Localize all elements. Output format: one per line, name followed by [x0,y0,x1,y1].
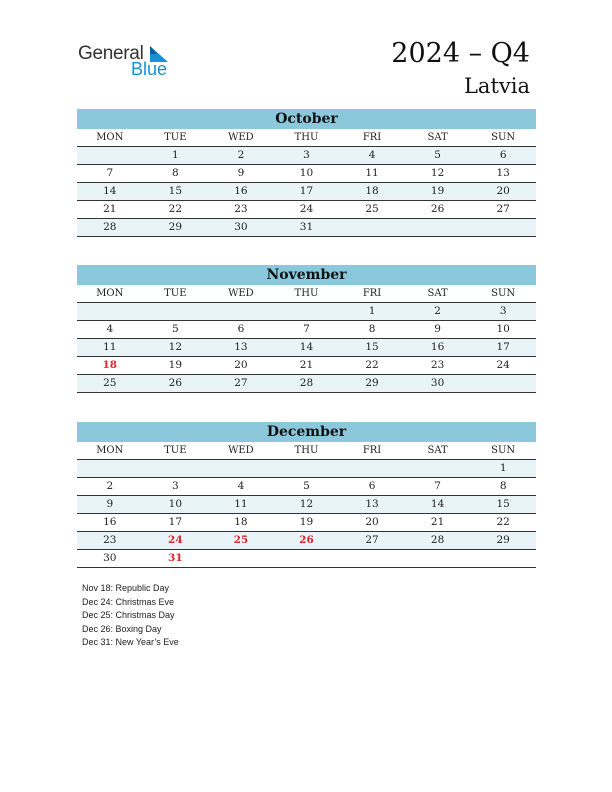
weekday-label: FRI [362,445,382,456]
day-cell: 4 [106,323,114,335]
week-row [77,321,536,339]
weekday-label: SAT [427,445,448,456]
day-cell: 5 [303,480,310,492]
weekday-label: THU [294,445,319,456]
week-row [77,183,536,201]
month-december [77,422,536,568]
week-row [77,550,536,568]
day-cell: 10 [299,167,314,179]
day-cell [77,303,143,320]
day-cell [405,219,471,236]
day-cell: 5 [172,323,179,335]
day-cell: 13 [365,498,379,510]
weekday-label: SUN [491,132,516,143]
weekday-label: MON [96,445,124,456]
day-cell: 12 [299,498,314,510]
month-header: December [77,422,536,442]
day-cell: 8 [368,323,376,335]
weekday-label: SUN [491,288,516,299]
day-cell: 23 [430,359,445,371]
holiday-notes [82,582,179,650]
day-cell: 3 [303,149,310,161]
day-cell: 8 [172,167,179,179]
day-cell: 29 [365,377,379,389]
month-header: October [77,109,536,129]
country-name: Latvia [463,74,530,98]
day-cell: 6 [237,323,245,335]
day-cell: 24 [496,359,510,371]
week-row [77,339,536,357]
day-cell [339,550,405,567]
day-cell: 20 [234,359,248,371]
holiday-day-cell: 31 [168,552,183,564]
day-cell [274,460,340,477]
day-cell: 28 [103,221,117,233]
day-cell: 21 [430,516,445,528]
day-cell: 28 [430,534,445,546]
day-cell: 21 [299,359,314,371]
day-cell [208,303,274,320]
day-cell: 12 [168,341,183,353]
week-row [77,514,536,532]
day-cell: 9 [106,498,114,510]
day-cell: 5 [434,149,441,161]
holiday-day-cell: 26 [299,534,314,546]
day-cell: 20 [365,516,379,528]
day-cell [208,550,274,567]
day-cell: 29 [168,221,183,233]
week-row [77,201,536,219]
day-cell [470,550,536,567]
day-cell: 14 [299,341,314,353]
day-cell: 30 [234,221,248,233]
day-cell: 9 [237,167,245,179]
day-cell: 16 [430,341,445,353]
weekday-label: WED [228,132,254,143]
day-cell: 11 [234,498,248,510]
day-cell: 12 [430,167,445,179]
day-cell: 4 [237,480,245,492]
day-cell: 28 [299,377,314,389]
day-cell: 25 [365,203,379,215]
day-cell: 2 [106,480,114,492]
day-cell: 24 [299,203,314,215]
weekday-label: TUE [164,132,187,143]
day-cell: 1 [499,462,507,474]
day-cell [274,550,340,567]
holiday-day-cell: 25 [233,534,249,546]
day-cell: 22 [168,203,183,215]
weekday-label: THU [294,132,319,143]
day-cell [143,303,209,320]
day-cell: 29 [496,534,510,546]
logo-blue-text: Blue [131,59,168,79]
day-cell [143,460,209,477]
day-cell: 14 [103,185,117,197]
day-cell: 19 [430,185,445,197]
day-cell: 16 [234,185,248,197]
day-cell [274,303,340,320]
weekday-label: MON [96,288,124,299]
holiday-day-cell: 18 [102,359,118,371]
holiday-day-cell: 24 [168,534,183,546]
weekday-label: THU [294,288,319,299]
day-cell: 27 [496,203,510,215]
month-november [77,265,536,393]
month-october [77,109,536,237]
day-cell: 13 [496,167,510,179]
day-cell: 26 [430,203,445,215]
day-cell: 20 [496,185,510,197]
day-cell: 11 [103,341,117,353]
day-cell: 9 [434,323,441,335]
weekday-label: SAT [427,288,448,299]
day-cell: 7 [303,323,310,335]
weekday-label: SAT [427,132,448,143]
weekday-label: FRI [362,132,382,143]
holiday-note: Dec 25: Christmas Day [82,610,175,620]
weekday-label: FRI [362,288,382,299]
day-cell: 18 [234,516,248,528]
day-cell [405,460,471,477]
day-cell: 7 [434,480,441,492]
day-cell [339,219,405,236]
day-cell: 8 [499,480,507,492]
day-cell: 1 [368,305,376,317]
week-row [77,147,536,165]
week-row [77,375,536,393]
weekday-header-row [77,442,536,460]
day-cell: 7 [106,167,114,179]
day-cell: 23 [234,203,248,215]
day-cell: 30 [430,377,445,389]
day-cell: 25 [103,377,117,389]
day-cell: 13 [234,341,248,353]
day-cell: 17 [168,516,183,528]
day-cell: 17 [496,341,510,353]
day-cell [208,460,274,477]
holiday-note: Nov 18: Republic Day [82,583,170,593]
week-row [77,496,536,514]
week-row [77,460,536,478]
day-cell: 6 [499,149,507,161]
day-cell: 23 [103,534,117,546]
day-cell: 19 [299,516,314,528]
day-cell: 3 [499,305,507,317]
day-cell: 31 [299,221,314,233]
week-row [77,532,536,550]
weekday-header-row [77,129,536,147]
day-cell: 11 [365,167,379,179]
day-cell [405,550,471,567]
page-title: 2024 – Q4 [391,38,530,69]
weekday-label: WED [228,288,254,299]
day-cell: 21 [103,203,117,215]
holiday-note: Dec 31: New Year’s Eve [82,637,179,647]
week-row [77,165,536,183]
day-cell [470,219,536,236]
day-cell: 6 [368,480,376,492]
week-row [77,219,536,237]
day-cell: 10 [168,498,183,510]
week-row [77,478,536,496]
day-cell: 16 [103,516,117,528]
holiday-note: Dec 26: Boxing Day [82,623,162,634]
weekday-label: TUE [164,445,187,456]
day-cell: 27 [234,377,248,389]
day-cell [77,147,143,164]
week-row [77,303,536,321]
day-cell: 30 [103,552,117,564]
day-cell: 2 [237,149,245,161]
day-cell: 15 [168,185,183,197]
day-cell: 19 [168,359,183,371]
holiday-note: Dec 24: Christmas Eve [82,596,175,607]
day-cell: 15 [365,341,379,353]
day-cell [470,375,536,392]
day-cell: 18 [365,185,379,197]
day-cell: 14 [430,498,445,510]
day-cell: 27 [365,534,379,546]
day-cell: 10 [496,323,510,335]
day-cell: 4 [368,149,376,161]
day-cell [77,460,143,477]
day-cell: 26 [168,377,183,389]
weekday-label: MON [96,132,124,143]
day-cell: 22 [496,516,510,528]
logo-general-text: General [78,43,144,64]
day-cell: 17 [299,185,314,197]
day-cell: 15 [496,498,510,510]
month-header: November [77,265,536,285]
weekday-label: WED [228,445,254,456]
day-cell [339,460,405,477]
weekday-label: SUN [491,445,516,456]
day-cell: 1 [172,149,179,161]
day-cell: 2 [434,305,441,317]
week-row [77,357,536,375]
weekday-header-row [77,285,536,303]
day-cell: 22 [365,359,379,371]
day-cell: 3 [172,480,179,492]
logo [78,40,178,80]
weekday-label: TUE [164,288,187,299]
